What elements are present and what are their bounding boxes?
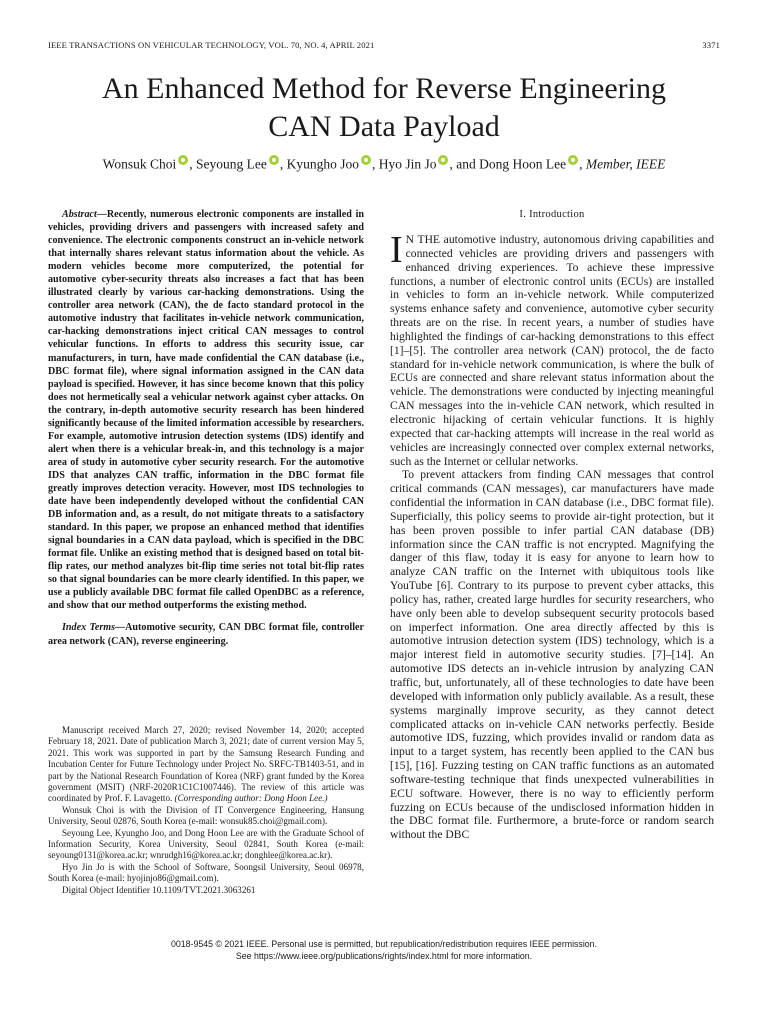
footnote-affiliation: Hyo Jin Jo is with the School of Software, Soongsil University, Seoul 06978, South Korea (e-mail: hyojinjo86@gmail.com). xyxy=(48,861,364,884)
title-line-1: An Enhanced Method for Reverse Engineering xyxy=(102,72,666,105)
author-list xyxy=(48,153,720,173)
drop-cap: I xyxy=(390,229,403,271)
orcid-icon[interactable] xyxy=(438,155,448,165)
abstract-text: —Recently, numerous electronic components are installed in vehicles, providing drivers and passengers with increased safety and convenience. The electronic components construct an in-vehicle network that internally shares relevant status information about the vehicle. As modern vehicles become more computerized, the potential for automotive cyber-security threats also increases a fact that has been illustrated clearly by various car-hacking demonstrations. Using the controller area network (CAN), the de facto standard protocol in the automotive industry that facilitates in-vehicle network communication, car-hacking demonstrations inject critical CAN messages to control vehicular functions. In efforts to address this security issue, car manufacturers, in turn, have made confidential the CAN database (i.e., DBC format file), where signal information assigned in the CAN data payload is specified. However, it has since become known that this policy does not hermetically seal a vehicular network against cyber attacks. On the contrary, in-depth automotive security research has been hindered significantly because of the limited information accessible by researchers. For example, automotive intrusion detection systems (IDS) identify and alert when there is a vehicular break-in, and this technology is a major area of study in automotive cyber security research. For the automotive IDS that analyzes CAN traffic, information in the DBC format file greatly improves detection veracity. However, most IDS technologies to date have been independently developed without the confidential CAN DB information and, as a result, do not mitigate threats to a satisfactory standard. In this paper, we propose an enhanced method that identifies signal boundaries in a CAN data payload, which is specified in the DBC format file. Unlike an existing method that is designed based on total bit-flip rates, our method analyzes bit-flip time series not total bit-flip rates so that signal boundaries can be more clearly identified. In this paper, we use a publicly available DBC format file called OpenDBC as a reference, and show that our method outperforms the existing method. xyxy=(48,209,364,612)
intro-paragraph-1-text: N THE automotive industry, autonomous driving capabilities and connected vehicles are providing drivers and passengers with enhanced driving experiences. To achieve these impressive functions, a number of electronic control units (ECUs) are installed in vehicles to form an in-vehicle network. While computerized systems enhance safety and convenience, automotive cyber security threats are on the rise. In recent years, a number of studies have highlighted the findings of car-hacking demonstrations to this effect [1]–[5]. The controller area network (CAN) protocol, the de facto standard for in-vehicle network communication, is where the bulk of ECUs are connected and share relevant status information about the vehicle. The demonstrations were conducted by injecting meaningful CAN messages into the in-vehicle CAN network, which resulted in electronic hijacking of certain vehicular functions. It is highly expected that car-hacking attempts will increase in the real world as vehicles are increasingly connected over complex external networks, such as the Internet or cellular networks. xyxy=(390,233,714,468)
intro-paragraph-1 xyxy=(390,229,714,468)
membership-grade: Member, IEEE xyxy=(585,156,666,172)
right-column xyxy=(390,208,714,842)
index-terms xyxy=(48,621,364,647)
author-separator: , xyxy=(371,156,379,172)
journal-citation: IEEE TRANSACTIONS ON VEHICULAR TECHNOLOGY, VOL. 70, NO. 4, APRIL 2021 xyxy=(48,40,375,50)
paper-title xyxy=(48,70,720,146)
author-separator: , xyxy=(189,156,196,172)
orcid-icon[interactable] xyxy=(361,155,371,165)
footnote-manuscript xyxy=(48,725,364,805)
copyright-notice xyxy=(48,939,720,962)
corresponding-author-note: (Corresponding author: Dong Hoon Lee.) xyxy=(172,793,328,804)
abstract-label: Abstract xyxy=(62,209,97,220)
rights-link-line: See https://www.ieee.org/publications/rights/index.html for more information. xyxy=(235,950,533,961)
footnote-doi: Digital Object Identifier 10.1109/TVT.2021.3063261 xyxy=(62,884,256,895)
author-name: Wonsuk Choi xyxy=(102,156,177,172)
copyright-line: 0018-9545 © 2021 IEEE. Personal use is permitted, but republication/redistribution requires IEEE permission. xyxy=(170,939,598,949)
left-column xyxy=(48,208,364,648)
footnotes xyxy=(48,725,364,896)
orcid-icon[interactable] xyxy=(178,155,188,165)
footnote-manuscript-text: Manuscript received March 27, 2020; revised November 14, 2020; accepted February 18, 2021. Date of publication March 3, 2021; date of current version May 5, 2021. This work was supported in part by the Samsung Research Funding and Incubation Center for Future Technology under Project No. SRFC-TB1403-51, and in part by the National Research Foundation of Korea (NRF) grant funded by the Korea government (MSIT) (NRF-2020R1C1C1007446). The review of this article was coordinated by Prof. F. Lavagetto. xyxy=(48,725,364,804)
author-separator: , and xyxy=(449,156,480,172)
orcid-icon[interactable] xyxy=(568,155,578,165)
footnote-affiliation: Wonsuk Choi is with the Division of IT Convergence Engineering, Hansung University, Seoul 02876, South Korea (e-mail: wonsuk85.choi@gmail.com). xyxy=(48,804,364,827)
author-name: Seyoung Lee xyxy=(195,156,267,172)
title-line-2: CAN Data Payload xyxy=(268,110,500,143)
intro-paragraph-2: To prevent attackers from finding CAN messages that control critical commands (CAN messages), car manufacturers have made confidential the information in CAN database (i.e., DBC format file). Superficially, this policy seems to provide air-tight protection, but it has been proven possible to infer partial CAN database (DB) information since the CAN traffic is not encrypted. Magnifying the danger of this flaw, today it is easy for anyone to learn how to analyze CAN traffic on the Internet with ubiquitous tools like YouTube [6]. Contrary to its purpose to prevent cyber attacks, this policy has, rather, created large hurdles for security researchers, who have only been able to develop subsequent security protocols based on imperfect information. One area directly affected by this is automotive intrusion detection system (IDS) technology, which is a major interest field in automotive security studies. [7]–[14]. An automotive IDS detects an in-vehicle intrusion by analyzing CAN traffic, but, unfortunately, all of these technologies to date have been developed with information only publicly available. As a result, these systems marginally improve security, as they cannot detect complicated attacks on in-vehicle CAN networks perfectly. Beside automotive IDS, fuzzing, which provides invalid or random data as input to a target system, has recently been applied to the CAN bus [15], [16]. Fuzzing testing on CAN traffic functions as an automated software-testing technique that finds unexpected vulnerabilities in ECU software. However, there is no way to efficiently perform fuzzing on ECUs because of the undisclosed information hidden in the DBC format file. Furthermore, a brute-force or random search without the DBC xyxy=(390,468,714,842)
author-name: Kyungho Joo xyxy=(286,156,359,172)
page-number: 3371 xyxy=(702,40,720,50)
orcid-icon[interactable] xyxy=(269,155,279,165)
author-name: Hyo Jin Jo xyxy=(378,156,437,172)
index-terms-text: —Automotive security, CAN DBC format file, controller area network (CAN), reverse engineering. xyxy=(48,622,364,647)
author-separator: , xyxy=(579,156,586,172)
author-name: Dong Hoon Lee xyxy=(479,156,567,172)
index-terms-label: Index Terms xyxy=(62,622,116,634)
abstract xyxy=(48,208,364,612)
running-header xyxy=(48,40,720,54)
section-heading: I. Introduction xyxy=(519,209,585,220)
footnote-affiliation: Seyoung Lee, Kyungho Joo, and Dong Hoon Lee are with the Graduate School of Information Security, Korea University, Seoul 02841, South Korea (e-mail: seyoung0131@korea.ac.kr; wnrudgh16@korea.ac.kr; donghlee@korea.ac.kr). xyxy=(48,827,364,861)
author-separator: , xyxy=(279,156,287,172)
